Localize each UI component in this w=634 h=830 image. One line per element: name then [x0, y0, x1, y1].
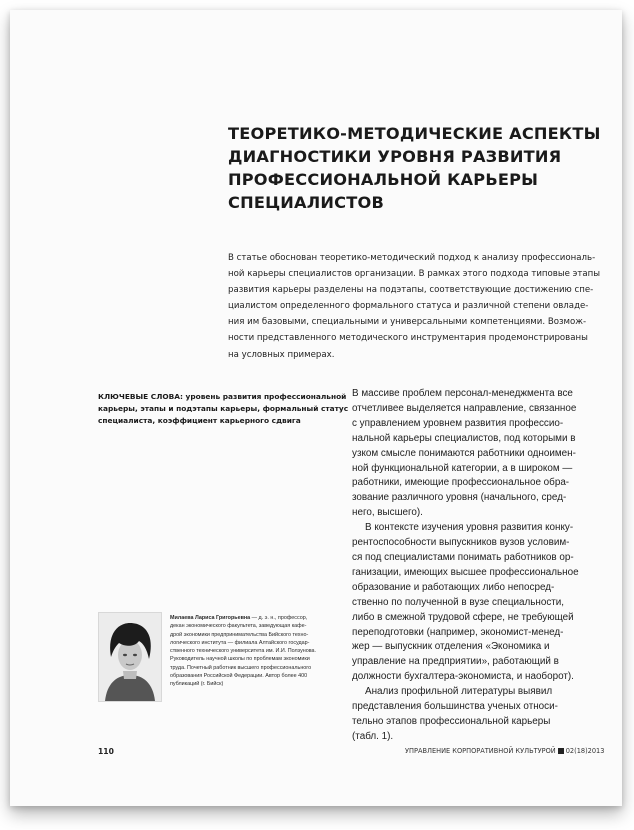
author-bio-line: Руководитель научной школы по проблемам экономики: [170, 656, 310, 663]
author-bio-line: публикаций (г. Бийск): [170, 681, 224, 688]
body-line: ся под специалистами понимать работников ор-: [352, 551, 574, 563]
body-line: ной функциональной категории, а в широком —: [352, 462, 573, 474]
author-bio-line: труда. Почетный работник высшего профессионального: [170, 664, 312, 671]
body-line: образование и работающих либо непосред-: [352, 581, 555, 593]
body-line: В контексте изучения уровня развития конку-: [365, 522, 574, 534]
journal-name: УПРАВЛЕНИЕ КОРПОРАТИВНОЙ КУЛЬТУРОЙ: [405, 747, 556, 755]
keywords-line: карьеры, этапы и подэтапы карьеры, формальный статус: [98, 404, 349, 414]
body-paragraph: [352, 387, 602, 521]
body-line: В массиве проблем персонал-менеджмента все: [352, 388, 573, 399]
abstract-line: ной карьеры специалистов организации. В рамках этого подхода типовые этапы: [228, 269, 601, 280]
body-line: нальной карьеры специалистов, под которыми в: [352, 432, 576, 444]
body-line: переподготовки (например, экономист-менед-: [352, 626, 564, 638]
body-line: с управлением уровнем развития профессио-: [352, 417, 564, 429]
keywords-line: специалиста, коэффициент карьерного сдвига: [98, 416, 301, 426]
body-line: рентоспособности выпускников вузов условим-: [352, 537, 570, 549]
title-line: СПЕЦИАЛИСТОВ: [228, 193, 384, 212]
abstract-line: развития карьеры разделены на подэтапы, соответствующие достижению спе-: [228, 285, 594, 296]
article-abstract: [228, 250, 604, 363]
body-line: либо в смежной трудовой сфере, не требующей: [352, 611, 574, 623]
body-line: него, высшего).: [352, 507, 423, 519]
abstract-line: на условных примерах.: [228, 349, 335, 360]
body-line: управление на предприятии», работающий в: [352, 656, 559, 668]
body-line: отчетливее выделяется направление, связанное: [352, 402, 577, 414]
body-line: Анализ профильной литературы выявил: [365, 686, 553, 698]
body-line: (табл. 1).: [352, 730, 394, 742]
body-line: зование различного уровня (начального, сред-: [352, 492, 567, 504]
author-bio-line: декан экономического факультета, заведующая кафе-: [170, 623, 307, 630]
body-line: жер — выпускник отделения «Экономика и: [352, 641, 550, 653]
body-line: ганизации, имеющих высшее профессиональное: [352, 566, 579, 578]
abstract-line: ности представленного методического инструментария продемонстрированы: [228, 333, 588, 344]
author-photo: [98, 612, 162, 702]
title-line: ДИАГНОСТИКИ УРОВНЯ РАЗВИТИЯ: [228, 147, 562, 166]
author-bio: [170, 614, 350, 689]
author-name: Милаева Лариса Григорьевна: [170, 615, 251, 621]
body-line: ственно по полученной в вузе специальности,: [352, 596, 565, 608]
body-line: работники, имеющие профессиональное обра-: [352, 477, 570, 489]
body-line: представления большинства ученых относи-: [352, 701, 558, 713]
body-line: узком смысле понимаются работники одноимен-: [352, 447, 576, 459]
journal-footer: [405, 747, 605, 755]
article-title: [228, 122, 601, 214]
author-bio-line: [170, 614, 350, 622]
body-line: тельно этапов профессиональной карьеры: [352, 715, 551, 727]
title-line: ТЕОРЕТИКО-МЕТОДИЧЕСКИЕ АСПЕКТЫ: [228, 124, 601, 143]
page-number: 110: [98, 747, 114, 756]
keywords-block: [98, 391, 349, 428]
journal-page: [10, 10, 622, 806]
author-bio-line: образования Российской Федерации. Автор более 400: [170, 673, 308, 680]
author-bio-line: ственного технического университета им. И.И. Ползунова.: [170, 648, 317, 655]
square-icon: [558, 748, 564, 754]
title-line: ПРОФЕССИОНАЛЬНОЙ КАРЬЕРЫ: [228, 170, 539, 189]
author-bio-line: логического института — филиала Алтайского государ-: [170, 639, 310, 646]
abstract-line: ния им базовыми, специальными и универсальными компетенциями. Возмож-: [228, 317, 587, 328]
abstract-line: циалистом определенного формального статуса и различной степени овладе-: [228, 301, 589, 312]
abstract-line: В статье обоснован теоретико-методический подход к анализу профессиональ-: [228, 253, 596, 263]
author-bio-line: дрой экономики предпринимательства Бийского техно-: [170, 631, 309, 638]
body-line: должности бухгалтера-экономиста, и наоборот).: [352, 671, 574, 683]
article-body: [352, 387, 602, 745]
author-portrait-icon: [99, 613, 161, 701]
author-bio-text: — д. э. н., профессор,: [250, 615, 308, 621]
body-paragraph: [352, 521, 602, 685]
body-paragraph: [352, 685, 602, 745]
journal-issue: 02(18)2013: [565, 747, 605, 755]
keywords-line: КЛЮЧЕВЫЕ СЛОВА: уровень развития профессиональной: [98, 392, 347, 401]
